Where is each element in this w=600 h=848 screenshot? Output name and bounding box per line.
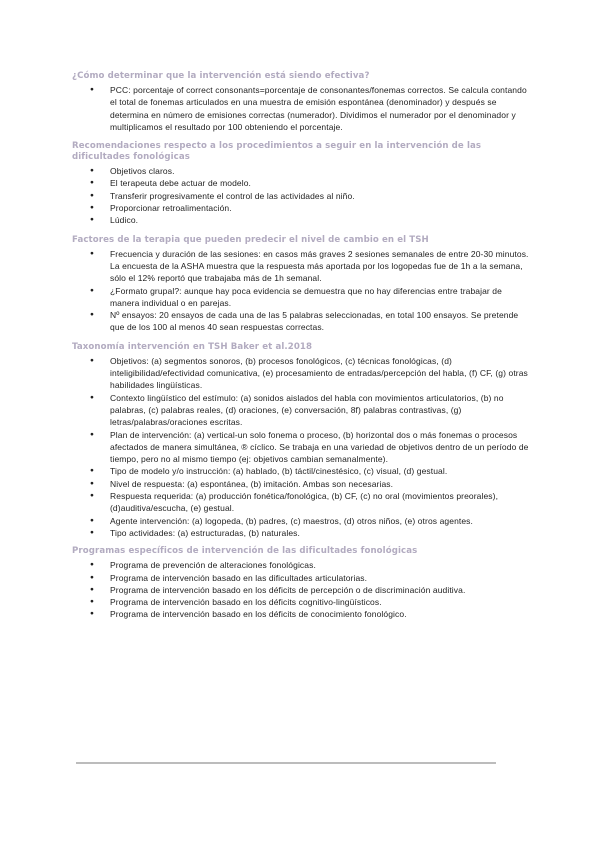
list-item: ● PCC: porcentaje of correct consonants=porcentaje de consonantes/fonemas correctos. Se calcula contando el total de fonemas articulados en una muestra de emisión espontánea (denominador) y después se determina en número de emisiones correctas (numerador). Dividimos el numerador por el denominador y multiplicamos el resultado por 100 obteniendo el porcentaje. <box>72 84 532 133</box>
list-item: ● Transferir progresivamente el control de las actividades al niño. <box>72 190 532 202</box>
section-heading: Programas específicos de intervención de las dificultades fonológicas <box>72 546 418 557</box>
footer-divider <box>76 762 496 764</box>
list-item: ● Objetivos claros. <box>72 165 532 177</box>
section-recommendations <box>72 141 532 226</box>
list-item: ● Plan de intervención: (a) vertical-un solo fonema o proceso, (b) horizontal dos o más fonemas o procesos afectados de manera simultánea, ® cíclico. Se trabaja en una variedad de objetivos dentro de un período de tiempo, pero no al mismo tiempo (ej: objetivos cambian semanalmente). <box>72 429 532 466</box>
list-item: ● Respuesta requerida: (a) producción fonética/fonológica, (b) CF, (c) no oral (movimientos preorales), (d)auditiva/escucha, (e) gestual. <box>72 490 532 515</box>
list-item: ● Programa de intervención basado en las dificultades articulatorias. <box>72 572 532 584</box>
list-item: ● Contexto lingüístico del estímulo: (a) sonidos aislados del habla con movimientos articulatorios, (b) no palabras, (c) palabras reales, (d) oraciones, (e) conversación, 8f) palabras contrastivas, (g) letras/palabras/oraciones escritas. <box>72 392 532 429</box>
list-item: ● Tipo actividades: (a) estructuradas, (b) naturales. <box>72 527 532 539</box>
list-item: ● Objetivos: (a) segmentos sonoros, (b) procesos fonológicos, (c) técnicas fonológicas, (d) inteligibilidad/efectividad comunicativa, (e) procesamiento de entradas/percepción del habla, (f) CF, (g) otras habilidades lingüísticas. <box>72 355 532 392</box>
section-programs <box>72 546 532 620</box>
list-item: ● Tipo de modelo y/o instrucción: (a) hablado, (b) táctil/cinestésico, (c) visual, (d) gestual. <box>72 465 532 477</box>
bullet-list <box>72 559 532 620</box>
list-item: ● Agente intervención: (a) logopeda, (b) padres, (c) maestros, (d) otros niños, (e) otros agentes. <box>72 515 532 527</box>
bullet-list <box>72 165 532 226</box>
section-heading: ¿Cómo determinar que la intervención está siendo efectiva? <box>72 71 370 81</box>
list-item: ● Programa de prevención de alteraciones fonológicas. <box>72 559 532 571</box>
section-heading: Taxonomía intervención en TSH Baker et al.2018 <box>72 341 313 352</box>
bullet-list <box>72 355 532 539</box>
document-body <box>72 71 532 621</box>
section-heading: Factores de la terapia que pueden predecir el nivel de cambio en el TSH <box>72 234 429 245</box>
list-item: ● Programa de intervención basado en los déficits de percepción o de discriminación auditiva. <box>72 584 532 596</box>
section-heading: Recomendaciones respecto a los procedimientos a seguir en la intervención de las dificultades fonológicas <box>72 141 482 163</box>
section-taxonomy <box>72 342 532 539</box>
list-item: ● Proporcionar retroalimentación. <box>72 202 532 214</box>
list-item: ● Nº ensayos: 20 ensayos de cada una de las 5 palabras seleccionadas, en total 100 ensayos. Se pretende que de los 100 al menos 40 sean respuestas correctas. <box>72 309 532 334</box>
list-item: ● Lúdico. <box>72 214 532 226</box>
bullet-list <box>72 84 532 133</box>
section-therapy-factors <box>72 235 532 334</box>
list-item: ● El terapeuta debe actuar de modelo. <box>72 177 532 189</box>
list-item: ● ¿Formato grupal?: aunque hay poca evidencia se demuestra que no hay diferencias entre trabajar de manera individual o en parejas. <box>72 285 532 310</box>
bullet-list <box>72 248 532 334</box>
list-item: ● Frecuencia y duración de las sesiones: en casos más graves 2 sesiones semanales de entre 20-30 minutos. La encuesta de la ASHA muestra que la respuesta más aportada por los logopedas fue de 1h a la semana, sólo el 12% reportó que trabajaba más de 1h semanal. <box>72 248 532 285</box>
list-item: ● Programa de intervención basado en los déficits de conocimiento fonológico. <box>72 608 532 620</box>
section-effectiveness <box>72 71 532 133</box>
list-item: ● Programa de intervención basado en los déficits cognitivo-lingüísticos. <box>72 596 532 608</box>
list-item: ● Nivel de respuesta: (a) espontánea, (b) imitación. Ambas son necesarias. <box>72 478 532 490</box>
